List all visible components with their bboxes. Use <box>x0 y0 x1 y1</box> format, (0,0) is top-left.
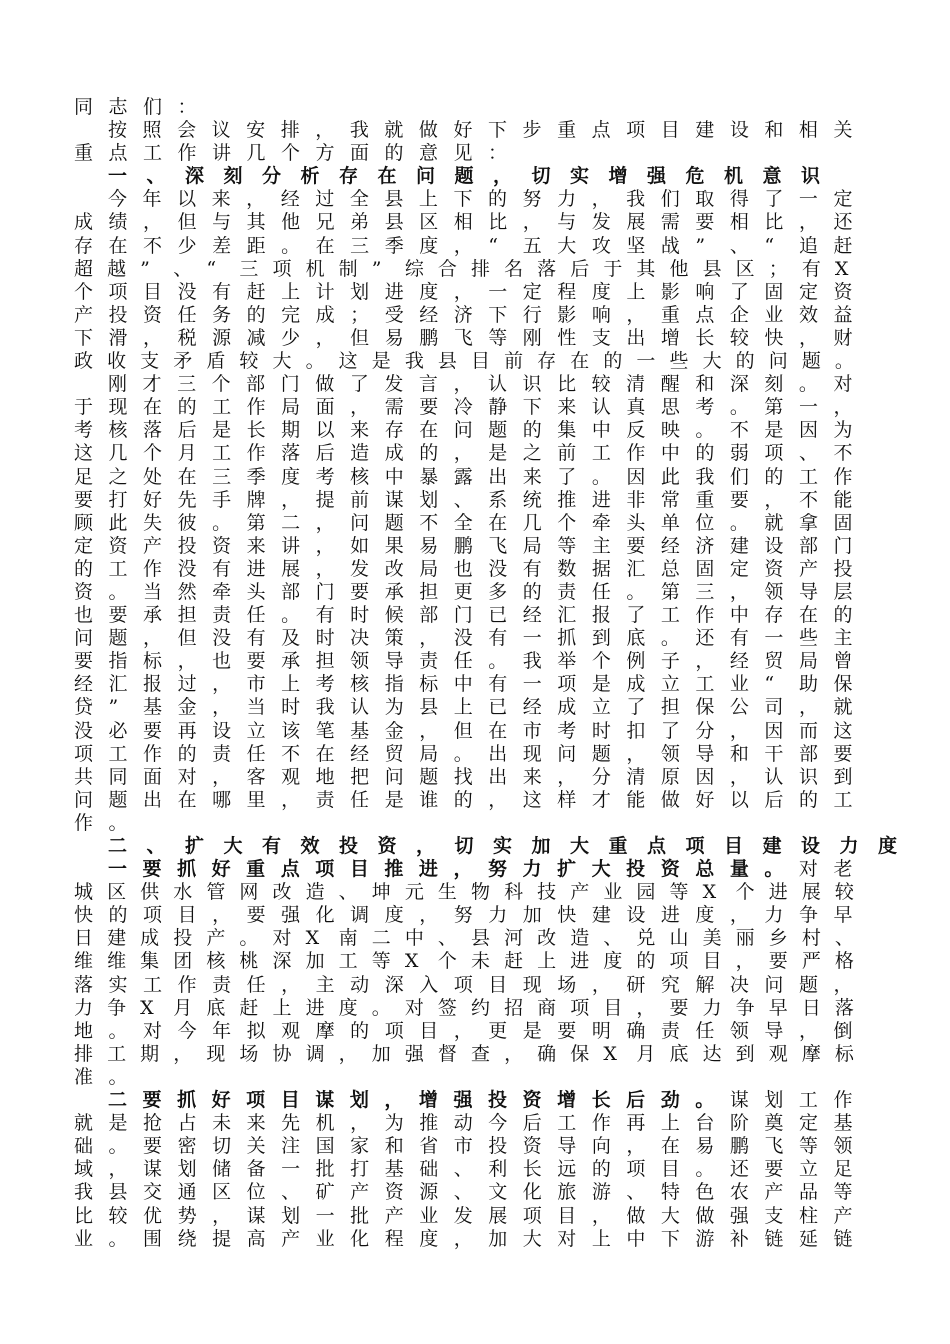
paragraph-line: 要 打 好 先 手 牌 ， 提 前 谋 划 、 系 统 推 进 非 常 重 要 ， 不 能 <box>74 489 868 512</box>
paragraph-line: 础 。 要 密 切 关 注 国 家 和 省 市 投 资 导 向 ， 在 易 鹏 飞 等 领 <box>74 1135 868 1158</box>
paragraph-line: 问 题 出 在 哪 里 ， 责 任 是 谁 的 ， 这 样 才 能 做 好 以 后 的 工 <box>74 789 868 812</box>
paragraph-line: 业 。 围 绕 提 高 产 业 化 程 度 ， 加 大 对 上 中 下 游 补 链 延 链 <box>74 1228 868 1251</box>
paragraph-line: 贷 ” 基 金 ， 当 时 我 认 为 县 上 已 经 成 立 了 担 保 公 司 ， 就 <box>74 696 868 719</box>
paragraph-line: 超 越 ” 、 “ 三 项 机 制 ” 综 合 排 名 落 后 于 其 他 县 区 ； 有 X <box>74 258 868 281</box>
paragraph-line: 定 资 产 投 资 来 讲 ， 如 果 易 鹏 飞 局 等 主 要 经 济 建 设 部 门 <box>74 535 868 558</box>
paragraph-line: 日 建 成 投 产 。 对 X 南 二 中 、 县 河 改 造 、 兑 山 美 丽 乡 村 、 <box>74 927 868 950</box>
paragraph-line: 项 工 作 的 责 任 不 在 经 贸 局 。 出 现 问 题 ， 领 导 和 干 部 要 <box>74 743 868 766</box>
paragraph-line: 落 实 工 作 责 任 ， 主 动 深 入 项 目 现 场 ， 研 究 解 决 问 题 ， <box>74 974 868 997</box>
paragraph-line: 产 投 资 任 务 的 完 成 ； 受 经 济 下 行 影 响 ， 重 点 企 业 效 益 <box>74 304 868 327</box>
paragraph-line: 就 是 抢 占 未 来 先 机 ， 为 推 动 今 后 工 作 再 上 台 阶 奠 定 基 <box>74 1112 868 1135</box>
paragraph-line: 存 在 不 少 差 距 。 在 三 季 度 ， “ 五 大 攻 坚 战 ” 、 “ 追 赶 <box>74 235 868 258</box>
paragraph-line: 域 ， 谋 划 储 备 一 批 打 基 础 、 利 长 远 的 项 目 。 还 要 立 足 <box>74 1158 868 1181</box>
paragraph-line: 今 年 以 来 ， 经 过 全 县 上 下 的 努 力 ， 我 们 取 得 了 一 定 <box>74 188 868 211</box>
paragraph-line: 一 要 抓 好 重 点 项 目 推 进 ， 努 力 扩 大 投 资 总 量 。 对 老 <box>74 858 868 881</box>
paragraph-line: 要 指 标 ， 也 要 承 担 领 导 责 任 。 我 举 个 例 子 ， 经 贸 局 曾 <box>74 650 868 673</box>
paragraph-line: 维 维 集 团 核 桃 深 加 工 等 X 个 未 赶 上 进 度 的 项 目 ， 要 严 格 <box>74 950 868 973</box>
paragraph-line: 城 区 供 水 管 网 改 造 、 坤 元 生 物 科 技 产 业 园 等 X 个 进 展 较 <box>74 881 868 904</box>
paragraph-line: 的 工 作 没 有 进 展 ， 发 改 局 也 没 有 数 据 汇 总 固 定 资 产 投 <box>74 558 868 581</box>
paragraph-line: 经 汇 报 过 ， 市 上 考 核 指 标 中 有 一 项 是 成 立 工 业 “ 助 保 <box>74 673 868 696</box>
paragraph-line: 按 照 会 议 安 排 ， 我 就 做 好 下 步 重 点 项 目 建 设 和 相 关 <box>74 119 868 142</box>
paragraph-line: 足 之 处 在 三 季 度 考 核 中 暴 露 出 来 了 。 因 此 我 们 的 工 作 <box>74 466 868 489</box>
paragraph-line: 地 。 对 今 年 拟 观 摩 的 项 目 ， 更 是 要 明 确 责 任 领 导 ， 倒 <box>74 1020 868 1043</box>
paragraph-line: 个 项 目 没 有 赶 上 计 划 进 度 ， 一 定 程 度 上 影 响 了 固 定 资 <box>74 281 868 304</box>
paragraph-line: 排 工 期 ， 现 场 协 调 ， 加 强 督 查 ， 确 保 X 月 底 达 到 观 摩 标 <box>74 1043 868 1066</box>
paragraph-line: 顾 此 失 彼 。 第 二 ， 问 题 不 全 在 几 个 牵 头 单 位 。 就 拿 固 <box>74 512 868 535</box>
paragraph-line: 下 滑 ， 税 源 减 少 ， 但 易 鹏 飞 等 刚 性 支 出 增 长 较 快 ， 财 <box>74 327 868 350</box>
paragraph-line: 成 绩 ， 但 与 其 他 兄 弟 县 区 相 比 ， 与 发 展 需 要 相 比 ， 还 <box>74 211 868 234</box>
paragraph-line: 重 点 工 作 讲 几 个 方 面 的 意 见 ： <box>74 142 868 165</box>
paragraph-line: 力 争 X 月 底 赶 上 进 度 。 对 签 约 招 商 项 目 ， 要 力 争 早 日 落 <box>74 997 868 1020</box>
paragraph-line: 政 收 支 矛 盾 较 大 。 这 是 我 县 目 前 存 在 的 一 些 大 的 问 题 。 <box>74 350 868 373</box>
paragraph-line: 资 。 当 然 牵 头 部 门 要 承 担 更 多 的 责 任 。 第 三 ， 领 导 层 <box>74 581 868 604</box>
paragraph-line: 于 现 在 的 工 作 局 面 ， 需 要 冷 静 下 来 认 真 思 考 。 第 一 ， <box>74 396 868 419</box>
paragraph-line: 考 核 落 后 是 长 期 以 来 存 在 问 题 的 集 中 反 映 。 不 是 因 为 <box>74 419 868 442</box>
paragraph-line: 也 要 承 担 责 任 。 有 时 候 部 门 已 经 汇 报 了 工 作 中 存 在 的 <box>74 604 868 627</box>
paragraph-line: 快 的 项 目 ， 要 强 化 调 度 ， 努 力 加 快 建 设 进 度 ， 力 争 早 <box>74 904 868 927</box>
paragraph-line: 这 几 个 月 工 作 落 后 造 成 的 ， 是 之 前 工 作 中 的 弱 项 、 不 <box>74 442 868 465</box>
paragraph-line: 作 。 <box>74 812 868 835</box>
paragraph-line: 同 志 们 ： <box>74 96 868 119</box>
paragraph-line: 比 较 优 势 ， 谋 划 一 批 产 业 发 展 项 目 ， 做 大 做 强 支 柱 产 <box>74 1205 868 1228</box>
paragraph-line: 我 县 交 通 区 位 、 矿 产 资 源 、 文 化 旅 游 、 特 色 农 产 品 等 <box>74 1181 868 1204</box>
section-heading: 一 、 深 刻 分 析 存 在 问 题 ， 切 实 增 强 危 机 意 识 <box>74 165 868 188</box>
paragraph-line: 没 必 要 再 设 立 该 笔 基 金 ， 但 在 市 考 时 扣 了 分 ， 因 而 这 <box>74 720 868 743</box>
paragraph-line: 共 同 面 对 ， 客 观 地 把 问 题 找 出 来 ， 分 清 原 因 ， 认 识 到 <box>74 766 868 789</box>
paragraph-line: 二 要 抓 好 项 目 谋 划 ， 增 强 投 资 增 长 后 劲 。 谋 划 工 作 <box>74 1089 868 1112</box>
paragraph-line: 刚 才 三 个 部 门 做 了 发 言 ， 认 识 比 较 清 醒 和 深 刻 。 对 <box>74 373 868 396</box>
paragraph-line: 准 。 <box>74 1066 868 1089</box>
section-heading: 二 、 扩 大 有 效 投 资 ， 切 实 加 大 重 点 项 目 建 设 力 度 <box>74 835 868 858</box>
paragraph-line: 问 题 ， 但 没 有 及 时 决 策 ， 没 有 一 抓 到 底 。 还 有 一 些 主 <box>74 627 868 650</box>
document-body <box>74 96 898 1251</box>
